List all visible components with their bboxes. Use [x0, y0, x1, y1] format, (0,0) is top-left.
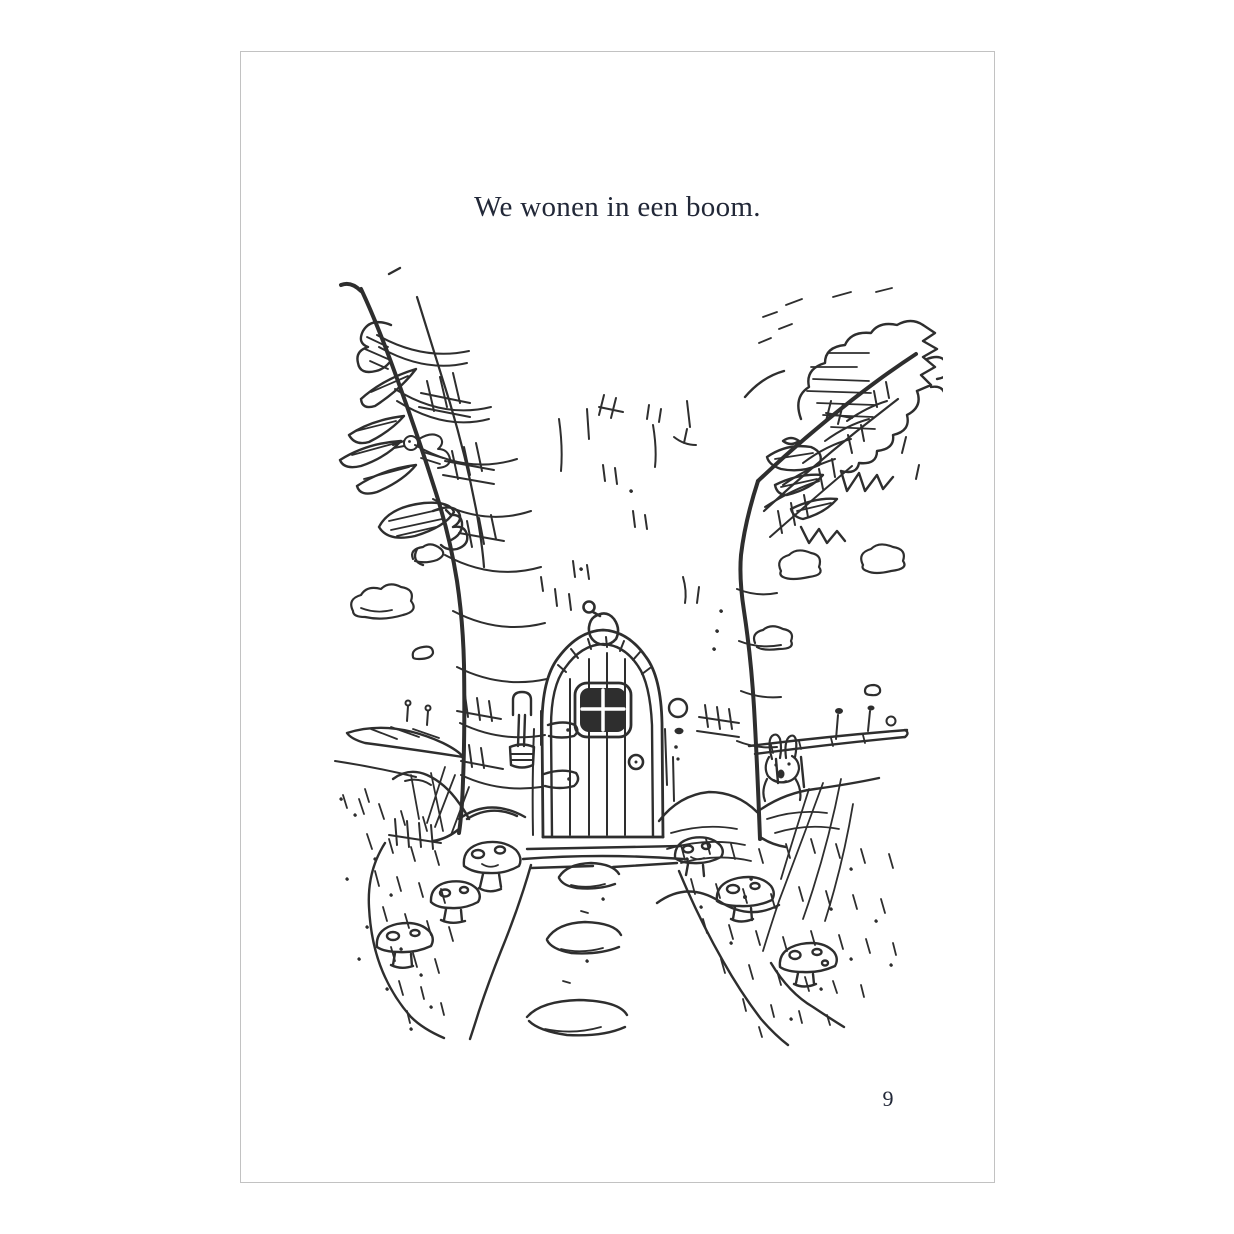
stepping-stone — [527, 1000, 627, 1035]
cloud — [779, 550, 820, 579]
rabbit — [763, 735, 800, 801]
story-sentence: We wonen in een boom. — [474, 191, 761, 223]
cloud — [351, 584, 413, 618]
grass-hatching — [681, 839, 896, 1037]
left-grass-bank — [335, 701, 531, 1040]
mushrooms — [377, 842, 521, 968]
tall-grass — [763, 779, 853, 951]
stepping-stone — [547, 922, 621, 953]
artwork — [335, 268, 943, 1045]
door-hinge — [544, 771, 578, 788]
book-page — [240, 51, 995, 1183]
right-foliage — [745, 288, 943, 543]
mushroom — [431, 881, 480, 922]
mushroom — [377, 923, 433, 968]
cloud — [861, 544, 904, 573]
mushroom — [780, 943, 837, 987]
page-number: 9 — [882, 1086, 894, 1111]
door-side-dots — [669, 699, 687, 761]
front-door — [523, 630, 683, 868]
stepping-stones — [527, 863, 627, 1035]
cloud — [413, 647, 433, 659]
right-grass-bank — [657, 706, 908, 1046]
tree-house-illustration — [331, 259, 943, 1051]
door-frame — [542, 630, 663, 837]
clouds — [351, 544, 904, 695]
cloud — [865, 685, 880, 695]
mushroom — [464, 842, 521, 891]
door-hinge — [548, 723, 577, 738]
shovel — [510, 692, 534, 768]
door-planks — [570, 653, 625, 835]
